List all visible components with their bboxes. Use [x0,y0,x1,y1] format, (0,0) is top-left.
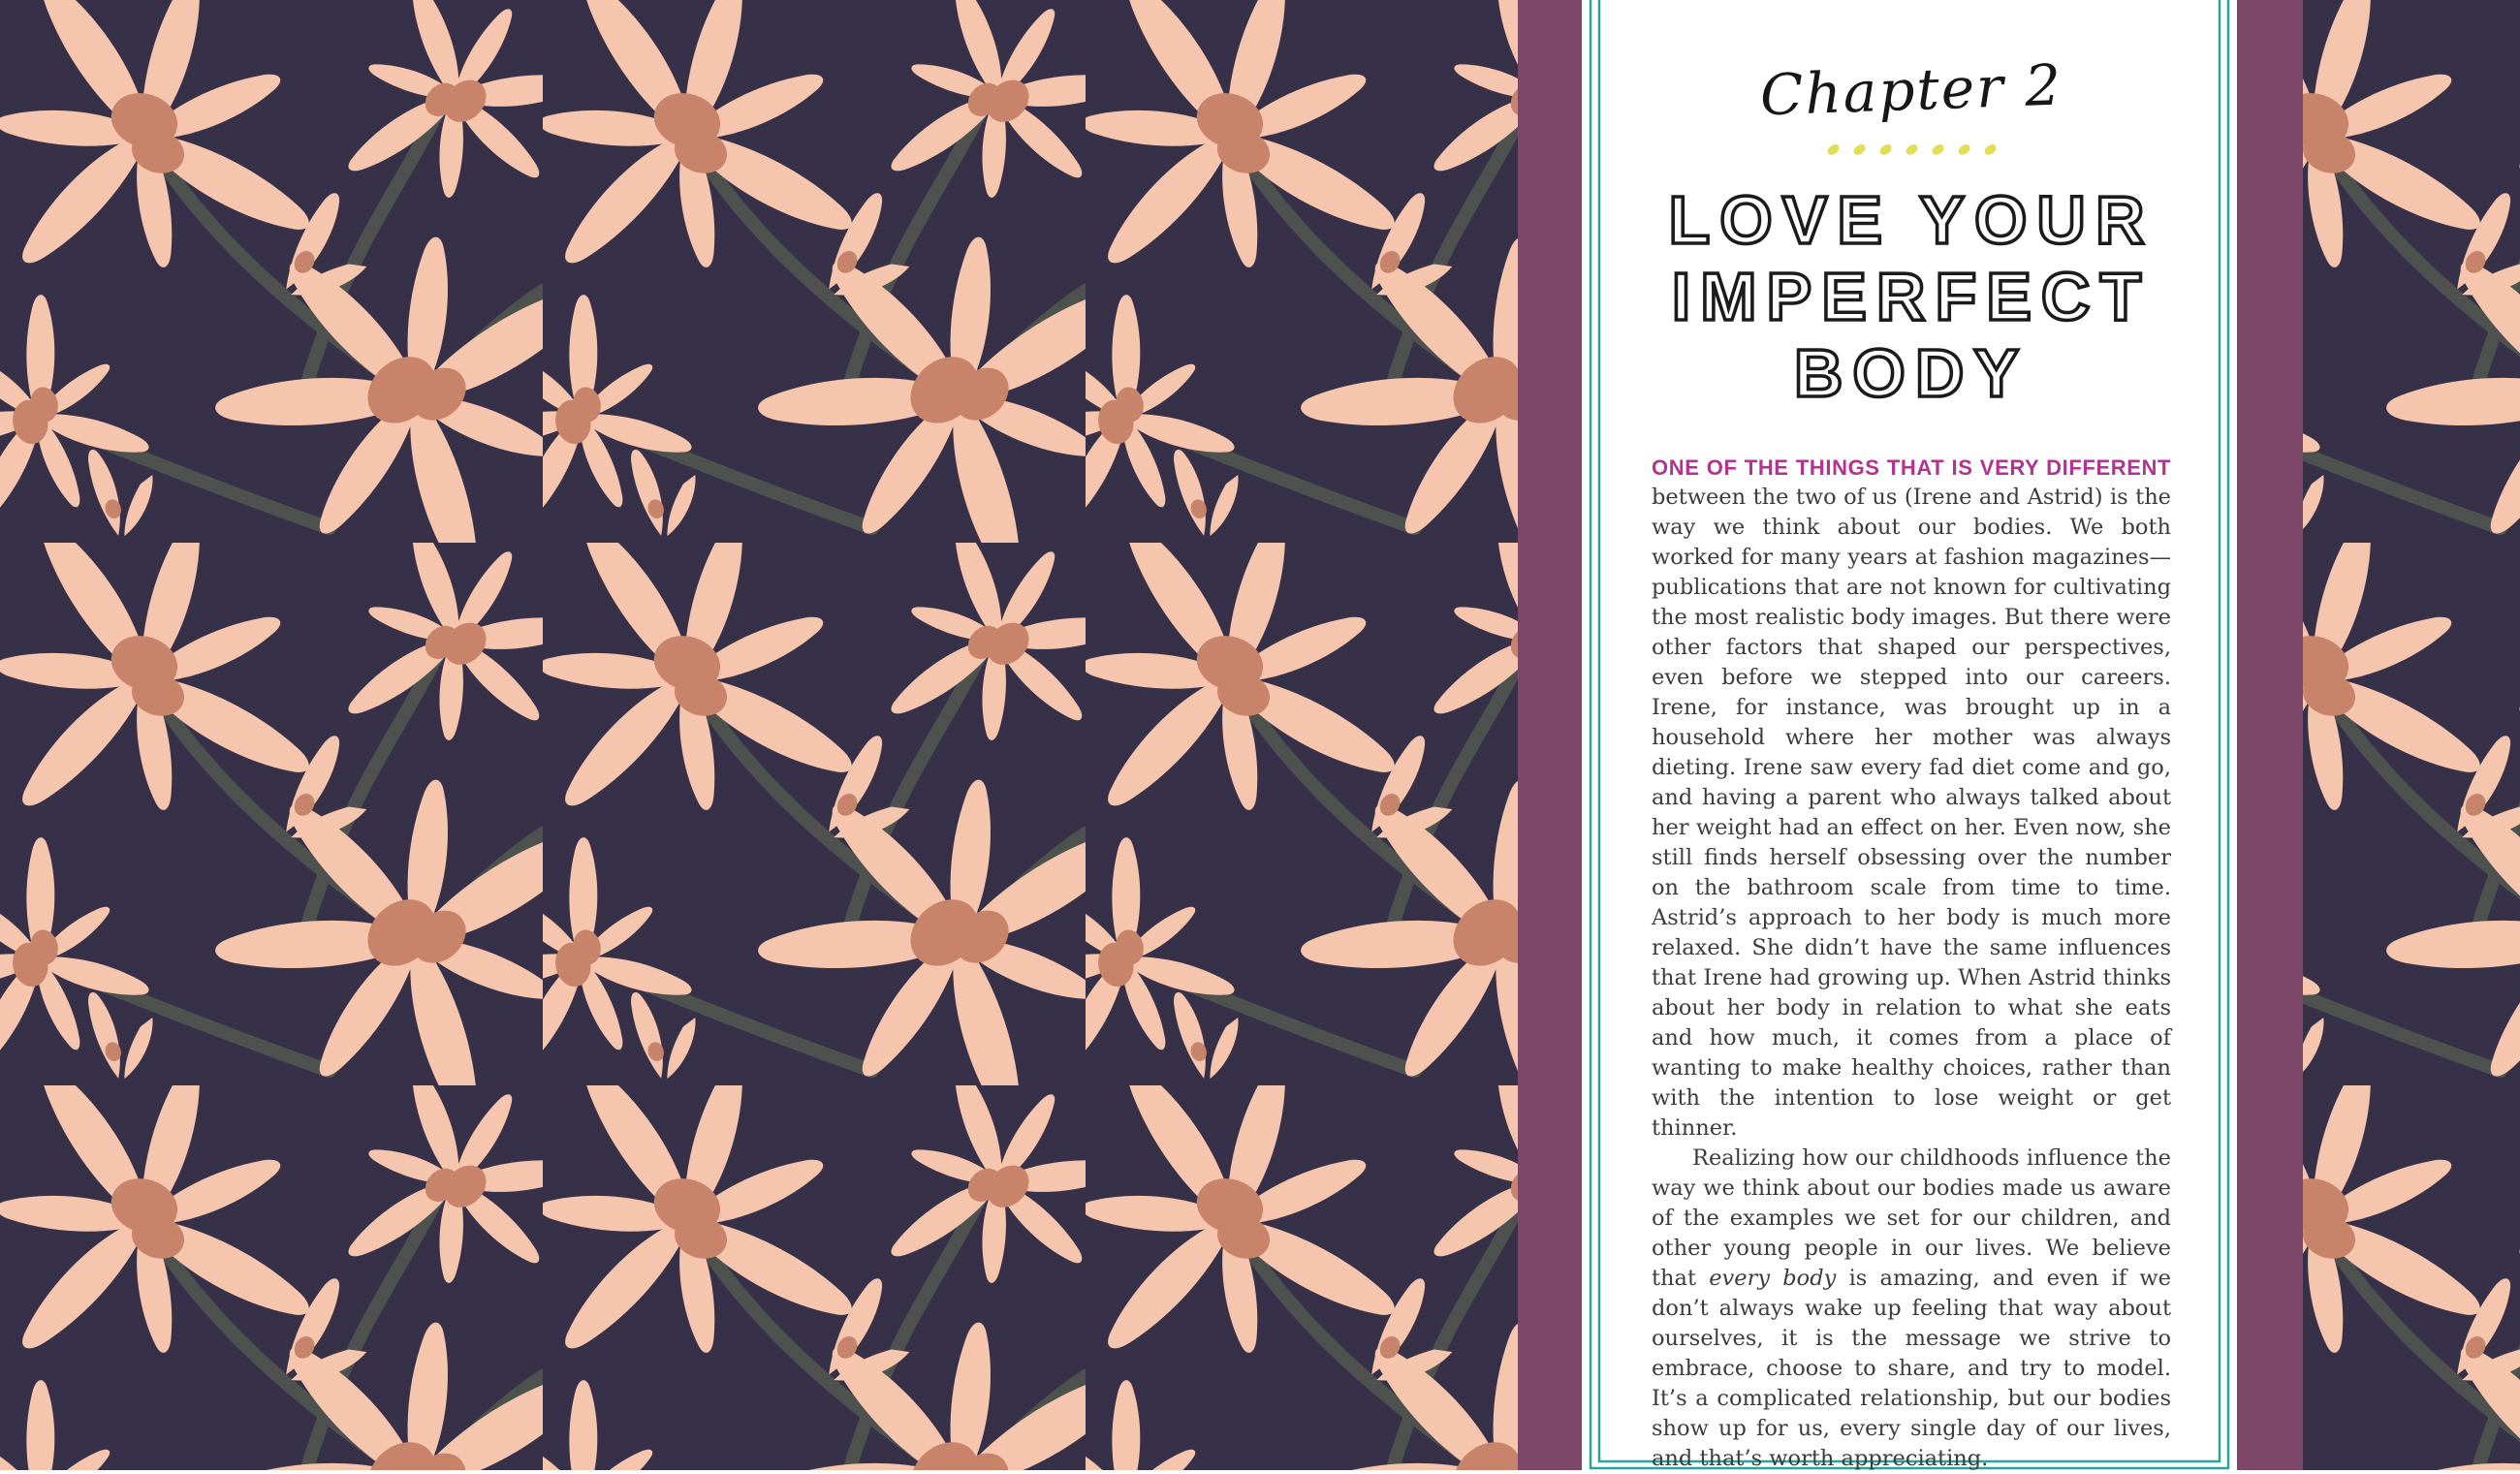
accent-dot [1904,142,1919,156]
title-line-3: BODY [1793,335,2030,411]
paragraph2-text-after: is amazing, and even if we don’t always wake up feeling that way about ourselves, it is the message we strive to embrace, choose to share, and try to model. It’s a complicated relationship, but our bodies show up for us, every single day of our lives, and that’s worth appreciating. [1652,1266,2171,1471]
lead-in-text: ONE OF THE THINGS THAT IS VERY DIFFERENT [1652,455,2171,480]
left-purple-band [1518,0,1582,1470]
paragraph2-italic-phrase: every body [1709,1266,1837,1291]
accent-dot [1982,142,1998,156]
accent-dot [1956,142,1971,156]
chapter-label: Chapter 2 [1758,51,2064,129]
body-paragraph-1: between the two of us (Irene and Astrid) is the way we think about our bodies. We both worked for many years at fashion magazines—publications that are not known for cultivating the most realistic body images. But there were other factors that shaped our perspectives, even before we stepped into our careers. Irene, for instance, was brought up in a household where her mother was always dieting. Irene saw every fad diet come and go, and having a parent who always talked about her weight had an effect on her. Even now, she still finds herself obsessing over the number on the bathroom scale from time to time. Astrid’s approach to her body is much more relaxed. She didn’t have the same influences that Irene had growing up. When Astrid thinks about her body in relation to what she eats and how much, it comes from a place of wanting to make healthy choices, rather than with the intention to lose weight or get thinner. [1652,485,2171,1141]
accent-dot [1877,142,1893,156]
accent-dots [1652,145,2171,159]
right-purple-band [2237,0,2303,1470]
title-line-1: LOVE YOUR [1668,182,2155,258]
accent-dot [1851,142,1867,156]
accent-dot [1930,142,1945,156]
paragraph2-text-before: Realizing how our childhoods influence the way we think about our bodies made us aware of the examples we set for our children, and other young people in our lives. We believe that [1652,1145,2171,1291]
floral-pattern-right-strip [2303,0,2520,1470]
chapter-opener-page [1652,0,2171,1474]
title-line-2: IMPERFECT [1671,259,2152,334]
chapter-title [1652,182,2171,412]
body-paragraph-2 [1652,1144,2171,1474]
accent-dot [1825,142,1841,156]
